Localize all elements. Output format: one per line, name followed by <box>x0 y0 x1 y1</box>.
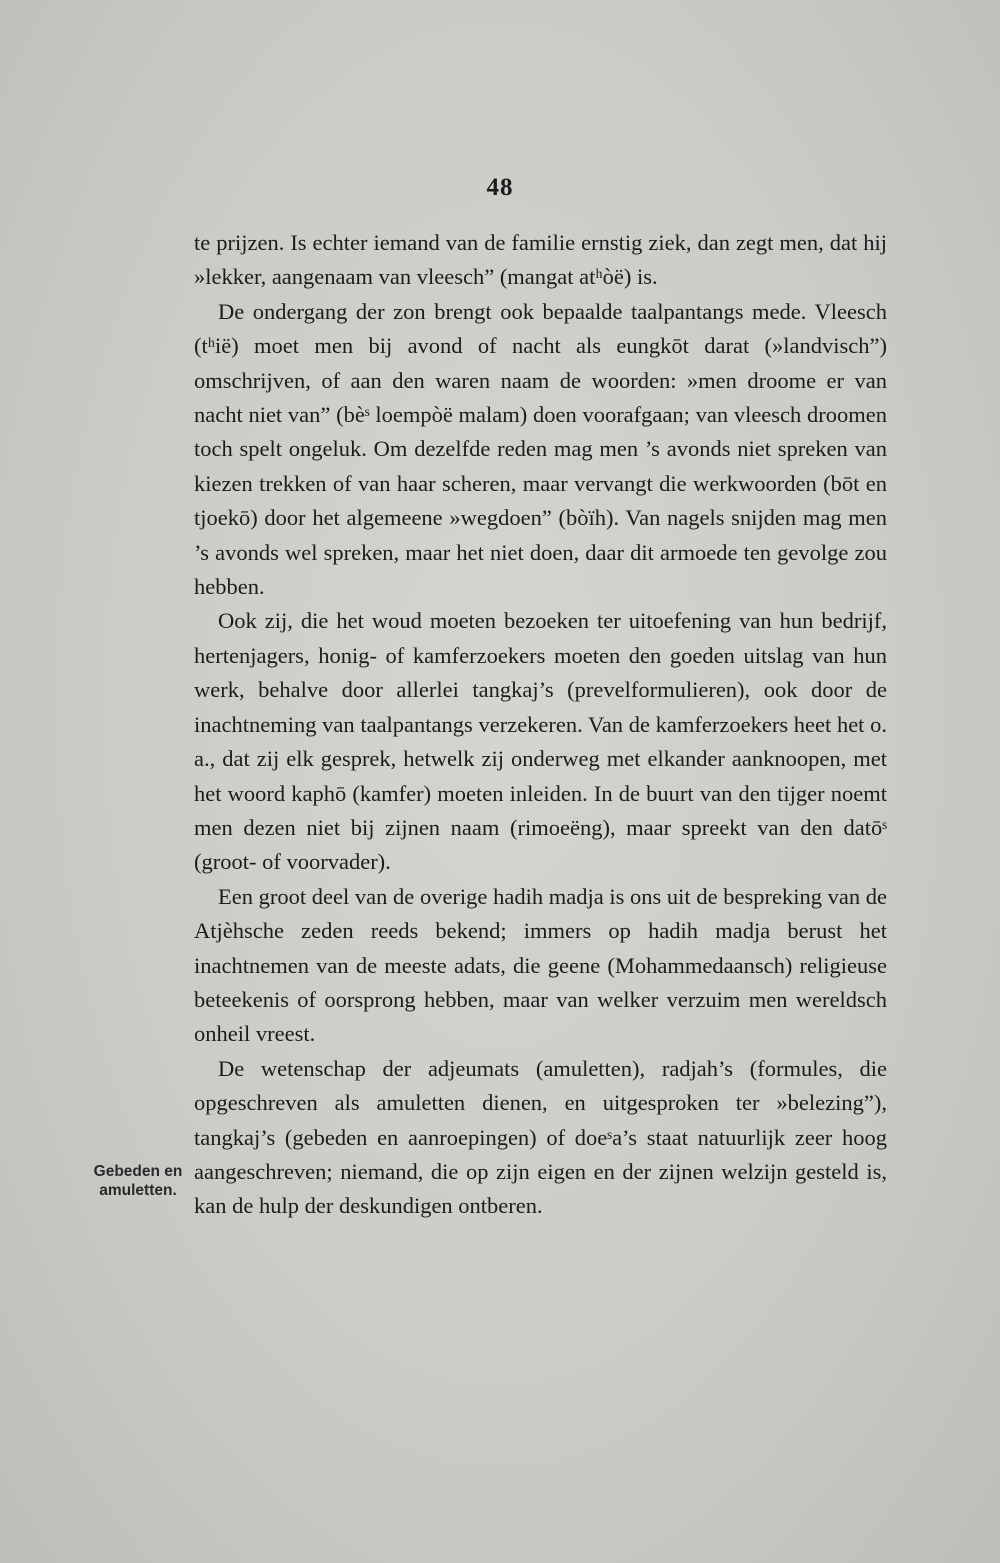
paragraph: Een groot deel van de overige hadih madja is ons uit de bespreking van de Atjèhsche zeden reeds bekend; immers op hadih madja berust het inachtnemen van de meeste adats, die geene (Mohammedaansch) religieuse beteekenis of oorsprong hebben, maar van welker verzuim men wereldsch onheil vreest. <box>194 883 887 1047</box>
paragraph: De ondergang der zon brengt ook bepaalde taalpantangs mede. Vleesch (tʰië) moet men bij avond of nacht als eungkōt darat (»landvisch”) omschrijven, of aan den waren naam de woorden: »men droome er van nacht niet van” (bèˢ loempòë malam) doen voorafgaan; van vleesch droomen toch spelt ongeluk. Om dezelfde reden mag men ’s avonds niet spreken van kiezen trekken of van haar scheren, maar vervangt die werkwoorden (bōt en tjoekō) door het algemeene »wegdoen” (bòïh). Van nagels snijden mag men ’s avonds wel spreken, maar het niet doen, daar dit armoede ten gevolge zou hebben. <box>194 298 887 600</box>
body-text <box>194 226 887 1224</box>
paragraph: De wetenschap der adjeumats (amuletten), radjah’s (formules, die opgeschreven als amuletten dienen, en uitgesproken ter »belezing”), tangkaj’s (gebeden en aanroepingen) of doeˢa’s staat natuurlijk zeer hoog aangeschreven; niemand, die op zijn eigen en der zijnen welzijn gesteld is, kan de hulp der deskundigen ontberen. <box>194 1055 887 1219</box>
paragraph: te prijzen. Is echter iemand van de familie ernstig ziek, dan zegt men, dat hij »lekker, aangenaam van vleesch” (mangat atʰòë) is. <box>194 230 887 290</box>
margin-note-line: amuletten. <box>99 1182 177 1199</box>
margin-note-line: Gebeden en <box>93 1163 183 1180</box>
margin-note <box>80 1162 196 1200</box>
paragraph: Ook zij, die het woud moeten bezoeken ter uitoefening van hun bedrijf, hertenjagers, honig- of kamferzoekers moeten den goeden uitslag van hun werk, behalve door allerlei tangkaj’s (prevelformulieren), ook door de inachtneming van taalpantangs verzekeren. Van de kamferzoekers heet het o. a., dat zij elk gesprek, hetwelk zij onderweg met elkander aanknoopen, met het woord kaphō (kamfer) moeten inleiden. In de buurt van den tijger noemt men dezen niet bij zijnen naam (rimoeëng), maar spreekt van den datōˢ (groot- of voorvader). <box>194 608 887 875</box>
page-number: 48 <box>486 174 514 201</box>
